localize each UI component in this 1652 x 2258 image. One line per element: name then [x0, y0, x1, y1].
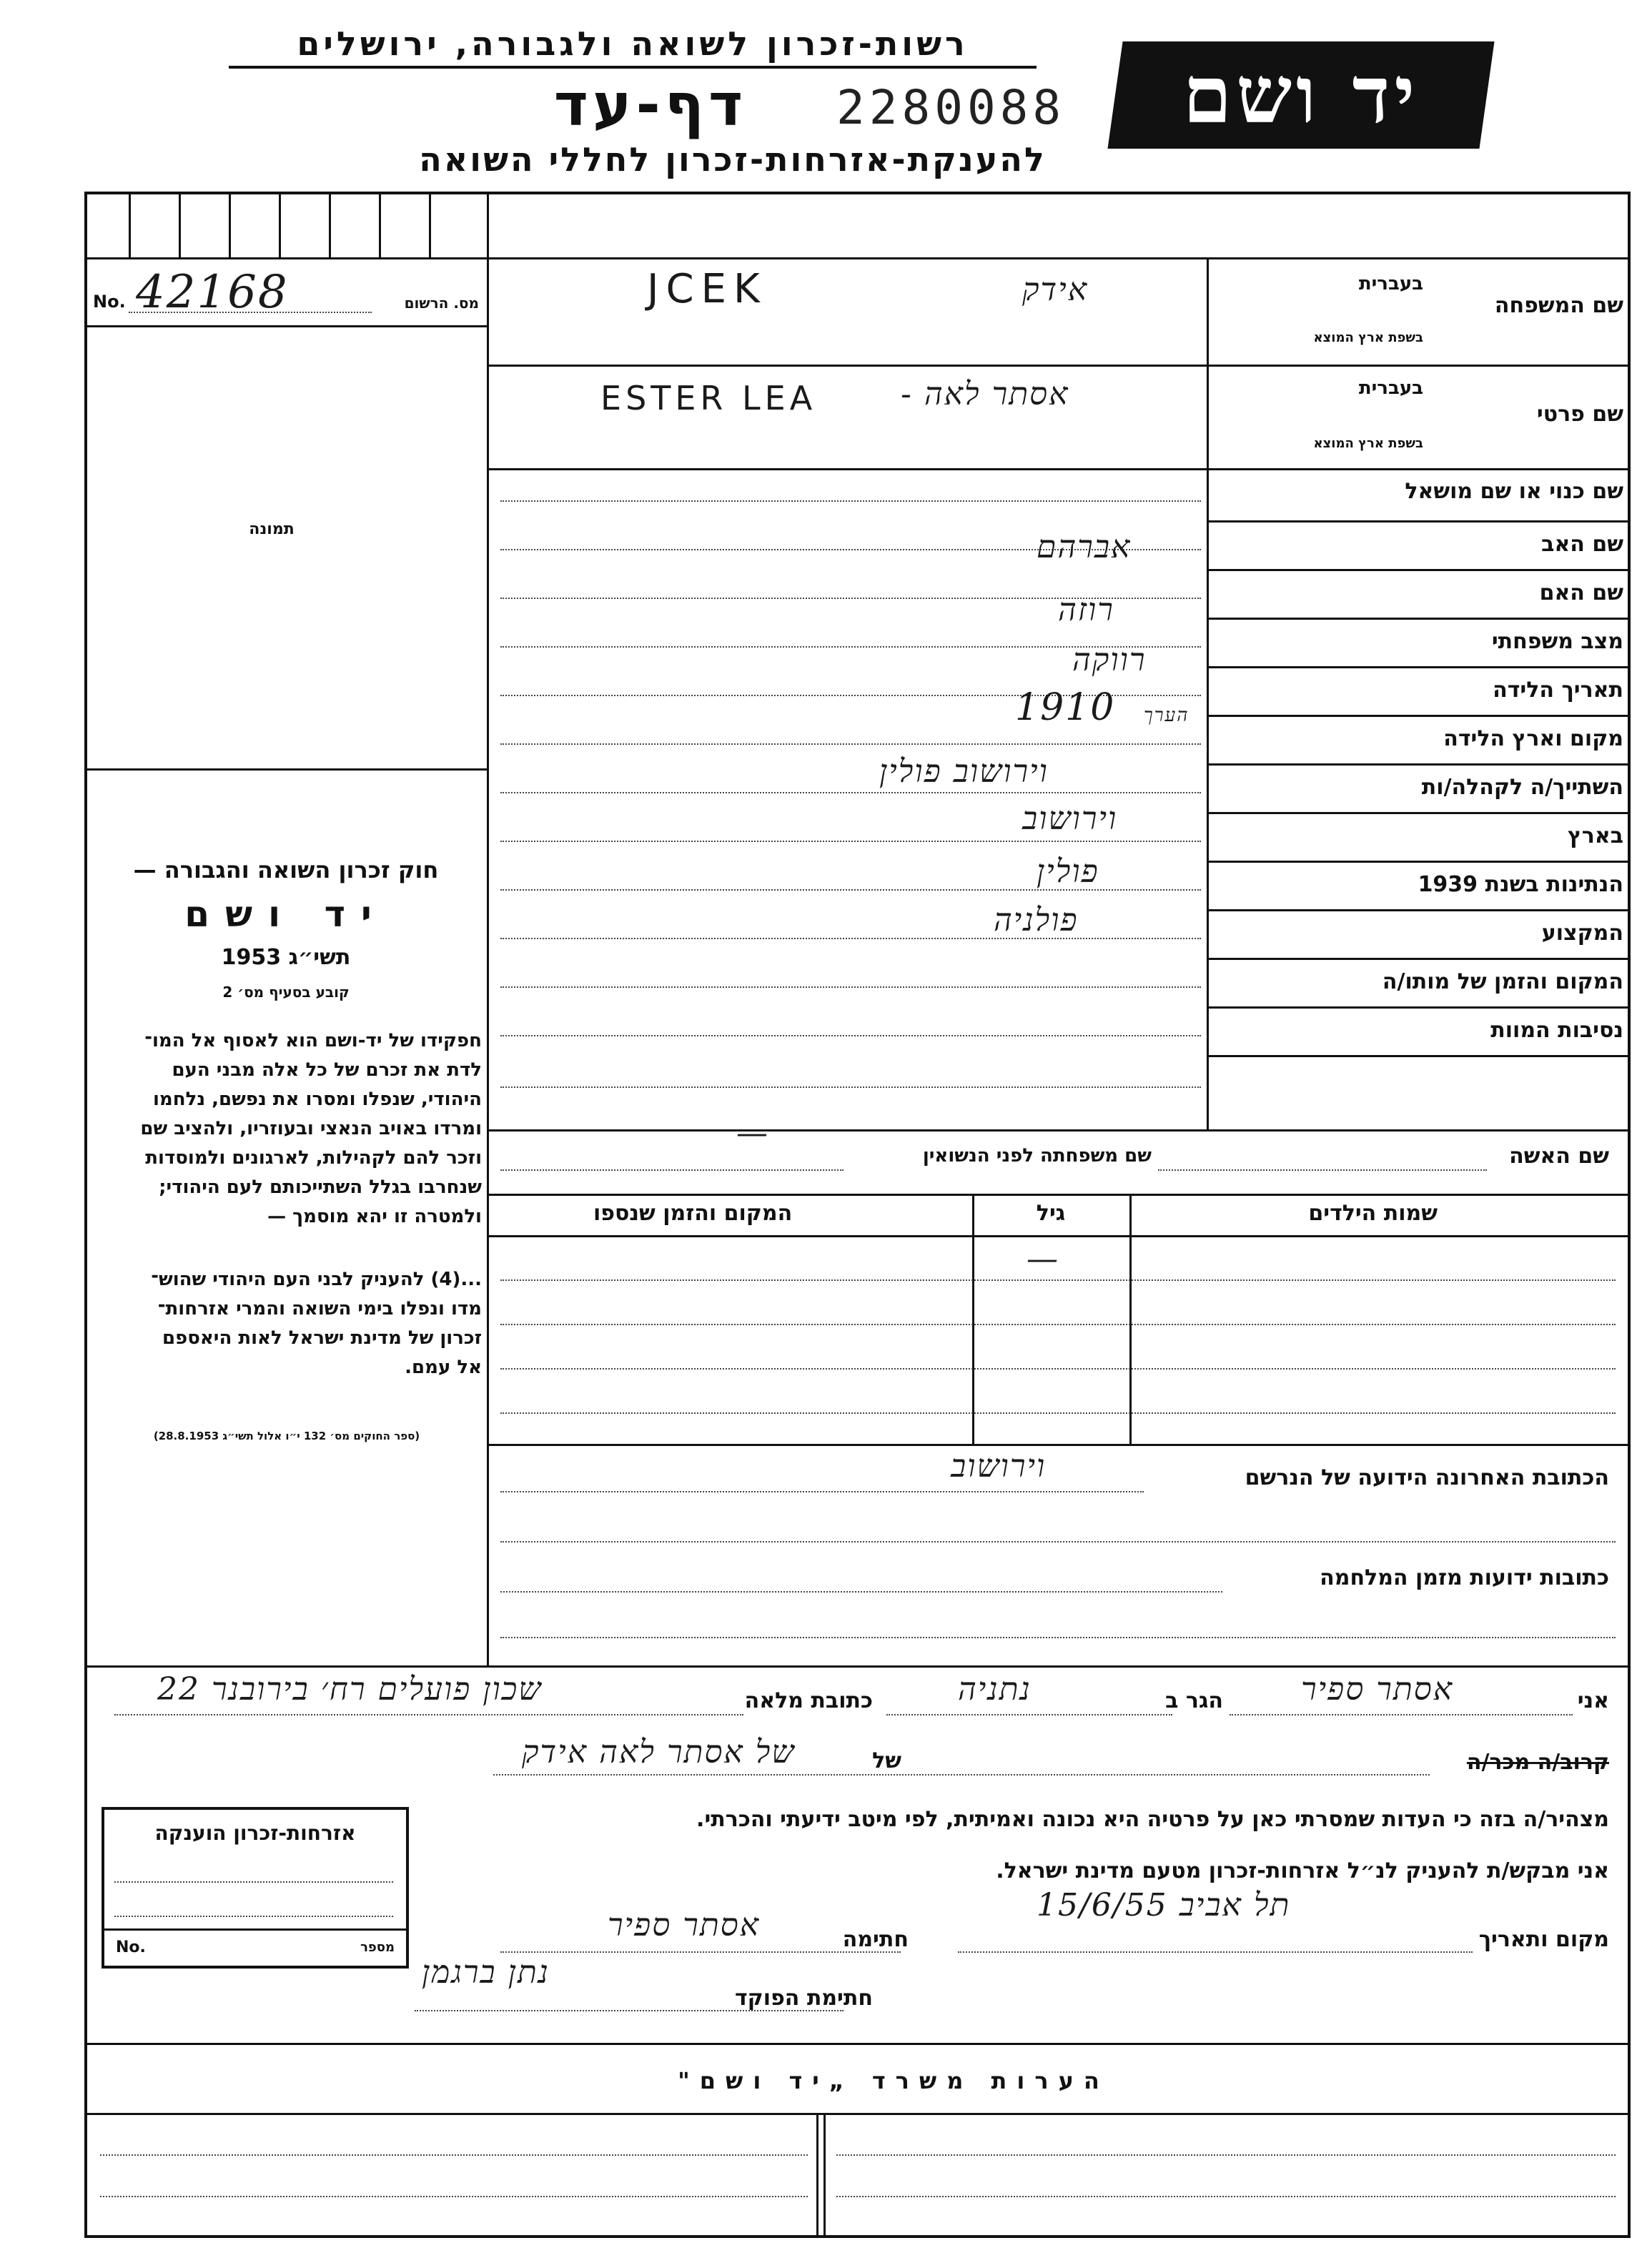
value-last-address: וירושוב	[951, 1448, 1047, 1485]
law-citation: (ספר החוקים מס׳ 132 י״ו אלול תשי״ג 28.8.1953)	[153, 1430, 420, 1442]
label-birth-date: תאריך הלידה	[1493, 678, 1623, 703]
value-family-name-hebrew: אידק	[1022, 272, 1089, 308]
law-name: יד ושם	[184, 893, 387, 935]
label-family-name: שם המשפחה	[1494, 293, 1623, 318]
value-official-signature: נתן ברגמן	[422, 1954, 550, 1991]
office-notes-title: הערות משרד „יד ושם"	[678, 2067, 1109, 2094]
label-signature: חתימה	[842, 1927, 909, 1952]
value-declarant-name: אסתר ספיר	[1301, 1671, 1454, 1708]
citizenship-box-title: אזרחות-זכרון הוענקה	[154, 1821, 356, 1845]
registration-no-prefix: No.	[93, 292, 126, 312]
label-first-name: שם פרטי	[1536, 402, 1623, 427]
form-name: דף-עד	[553, 71, 748, 139]
label-family-origin: בשפת ארץ המוצא	[1313, 330, 1423, 345]
value-citizenship: פולניה	[994, 902, 1079, 939]
law-year: תשי״ג 1953	[221, 945, 351, 970]
label-official-signature: חתימת הפוקד	[735, 1986, 873, 2011]
label-father: שם האב	[1541, 532, 1623, 557]
label-of: של	[872, 1748, 901, 1773]
label-place-date: מקום ותאריך	[1478, 1927, 1609, 1952]
value-first-name-hebrew: אסתר לאה -	[901, 376, 1069, 412]
label-age: גיל	[1036, 1201, 1066, 1226]
yad-vashem-logo	[1107, 41, 1494, 149]
registration-label: מס. הרשום	[404, 294, 479, 312]
law-paragraph-2: ...(4) להעניק לבני העם היהודי שהוש־ מדו ונפלו בימי השואה והמרי אזרחות־ זכרון של מדינת ישראל לאות היאספם אל עמם.	[151, 1269, 482, 1378]
authority-title: רשות-זכרון לשואה ולגבורה, ירושלים	[229, 24, 1037, 69]
value-first-name-origin: ESTER LEA	[600, 379, 817, 417]
label-i: אני	[1577, 1688, 1609, 1713]
value-birth-date: 1910	[1015, 686, 1116, 729]
value-relation: של אסתר לאה אידק	[522, 1734, 796, 1771]
photo-label: תמונה	[249, 520, 295, 538]
value-community: וירושוב	[1022, 801, 1118, 837]
value-signature: אסתר ספיר	[608, 1907, 761, 1943]
citizenship-box	[102, 1807, 409, 1969]
label-place-time-perished: המקום והזמן שנספו	[593, 1201, 793, 1226]
label-first-hebrew: בעברית	[1358, 377, 1423, 399]
citizenship-no-label: No.	[116, 1938, 146, 1956]
label-full-address: כתובת מלאה	[744, 1688, 873, 1713]
label-maiden-name: שם משפחתה לפני הנשואין	[922, 1145, 1152, 1167]
label-birth-place: מקום וארץ הלידה	[1443, 726, 1623, 751]
law-paragraph-1: חפקידו של יד-ושם הוא לאסוף אל המו־ לדת את זכרם של כל אלה מבני העם היהודי, שנפלו ומסרו את נפשם, נלחמו ומרדו באויב הנאצי ובעוזריו, ולהציב שם וזכר להם לקהילות, לארגונים ולמוסדות שנחרבו בגלל השתייכותם לעם היהודי; ולמטרה זו יהא מוסמך —	[140, 1030, 482, 1227]
value-wife-dash: —	[736, 1115, 769, 1152]
value-address: שכון פועלים רח׳ בירובנר 22	[157, 1671, 543, 1708]
value-birth-place: וירושוב פולין	[879, 753, 1049, 790]
label-nickname: שם כנוי או שם מושאל	[1405, 479, 1623, 504]
value-city: נתניה	[958, 1671, 1032, 1708]
label-family-hebrew: בעברית	[1358, 273, 1423, 294]
logo-text: יד ושם	[1182, 49, 1420, 141]
value-place-date: תל אביב 15/6/55	[1037, 1887, 1291, 1923]
purpose-line: להענקת-אזרחות-זכרון לחללי השואה	[419, 140, 1047, 179]
label-wife-name: שם האשה	[1509, 1144, 1609, 1169]
registration-number: 42168	[136, 266, 289, 319]
label-community: השתייך/ה לקהלה/ות	[1421, 775, 1623, 800]
sheet-number: 2280088	[836, 80, 1066, 135]
value-birth-date-prefix: הערך	[1144, 705, 1189, 726]
label-resides: הגר ב	[1165, 1688, 1223, 1713]
label-wartime-addresses: כתובות ידועות מזמן המלחמה	[1320, 1565, 1609, 1590]
declaration-line-2: אני מבקש/ת להעניק לנ״ל אזרחות-זכרון מטעם מדינת ישראל.	[996, 1858, 1609, 1883]
law-title: חוק זכרון השואה והגבורה —	[133, 856, 439, 883]
label-marital-status: מצב משפחתי	[1491, 629, 1623, 654]
value-age-dash: —	[1027, 1241, 1059, 1277]
label-last-address: הכתובת האחרונה הידועה של הנרשם	[1245, 1465, 1609, 1490]
value-mother: רוזה	[1058, 592, 1114, 628]
label-profession: המקצוע	[1541, 921, 1623, 946]
law-clause: קובע בסעיף מס׳ 2	[222, 984, 350, 1001]
label-children-names: שמות הילדים	[1308, 1201, 1438, 1226]
citizenship-number-label: מספר	[360, 1940, 395, 1955]
label-death-circumstances: נסיבות המוות	[1490, 1018, 1623, 1043]
label-first-origin: בשפת ארץ המוצא	[1313, 436, 1423, 451]
label-country: בארץ	[1567, 823, 1623, 848]
value-family-name-origin: JCEK	[647, 266, 767, 312]
value-marital-status: רווקה	[1072, 642, 1147, 678]
value-country: פולין	[1037, 853, 1099, 890]
value-father: אברהם	[1037, 529, 1132, 565]
label-death-place-time: המקום והזמן של מותו/ה	[1382, 969, 1623, 994]
label-relation: קרוב/ה מכר/ה	[1466, 1750, 1609, 1775]
declaration-line-1: מצהיר/ה בזה כי העדות שמסרתי כאן על פרטיה היא נכונה ואמיתית, לפי מיטב ידיעתי והכרתי.	[696, 1807, 1609, 1832]
label-citizenship: הנתינות בשנת 1939	[1418, 872, 1623, 897]
label-mother: שם האם	[1539, 580, 1623, 605]
